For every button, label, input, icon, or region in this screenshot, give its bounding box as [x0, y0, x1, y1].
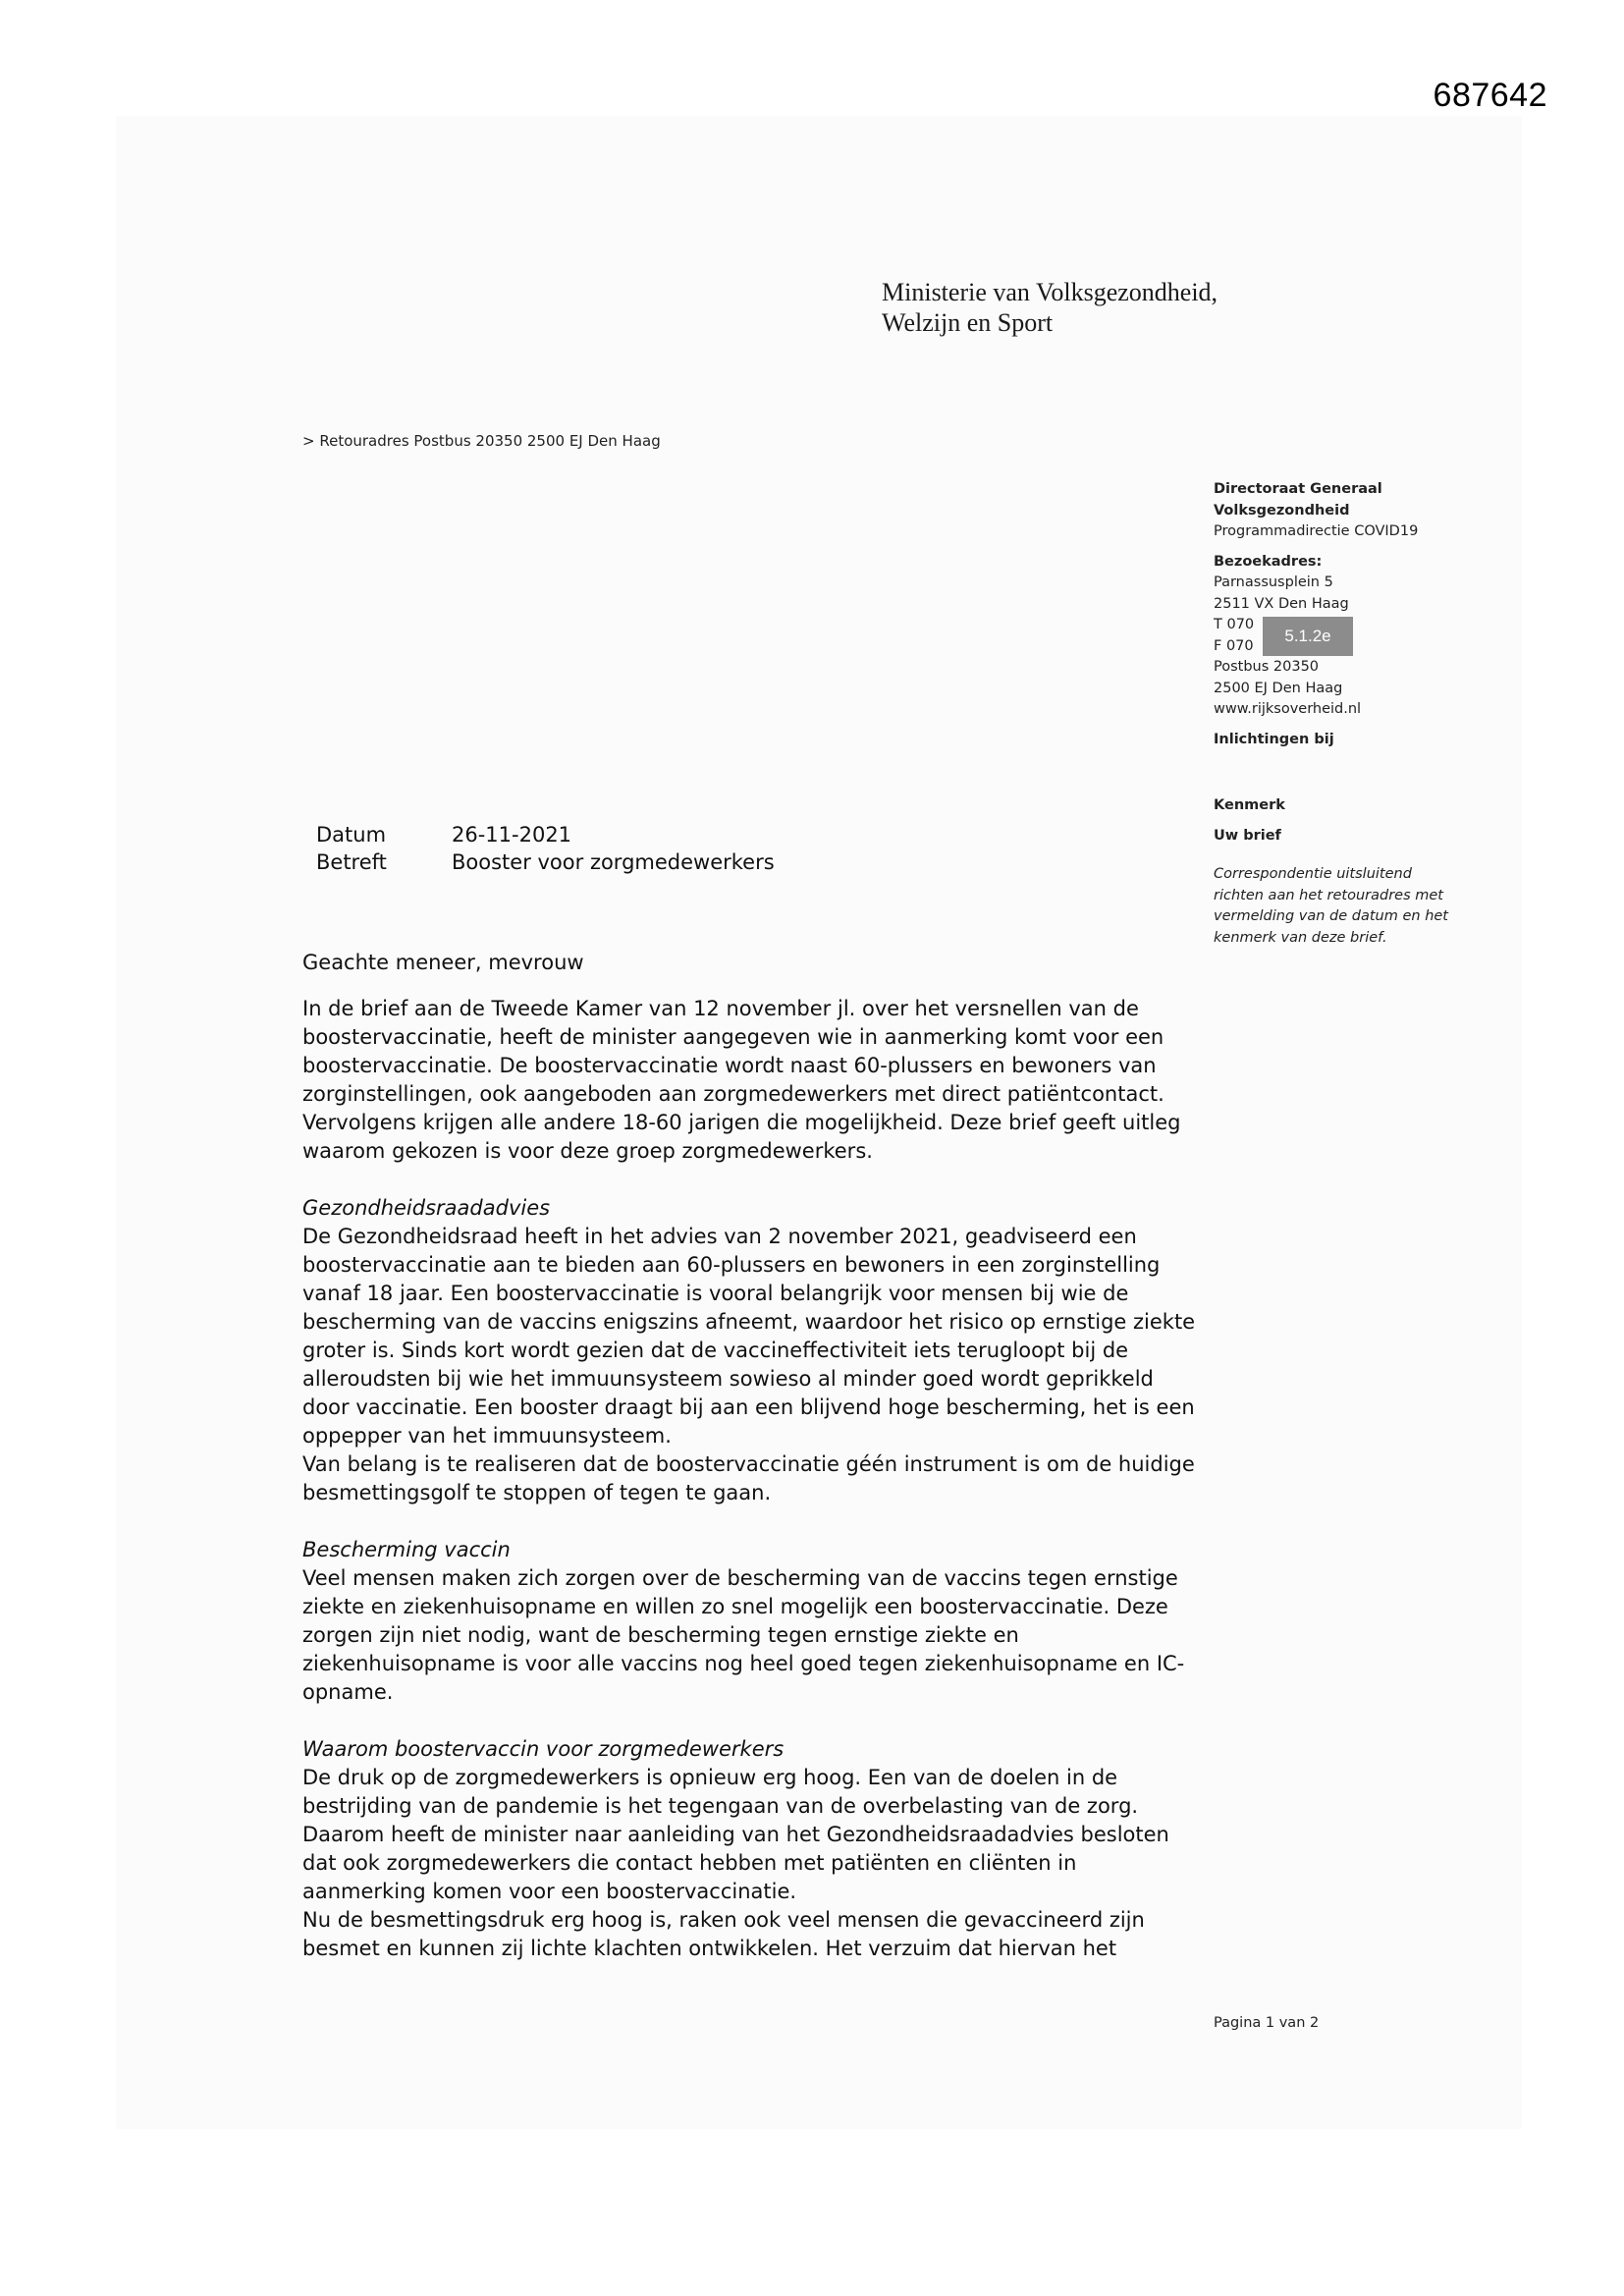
section-paragraph: Nu de besmettingsdruk erg hoog is, raken ook veel mensen die gevaccineerd zijn besmet en kunnen zij lichte klachten ontwikkelen. Het verzuim dat hiervan het	[302, 1908, 1145, 1960]
section-heading-gezondheidsraadadvies: Gezondheidsraadadvies	[302, 1196, 551, 1220]
return-address: > Retouradres Postbus 20350 2500 EJ Den Haag	[302, 432, 661, 450]
correspondence-note: Correspondentie uitsluitend richten aan het retouradres met vermelding van de datum en het kenmerk van deze brief.	[1214, 866, 1448, 946]
page-number: Pagina 1 van 2	[1214, 2015, 1320, 2031]
phone-number: T 070	[1214, 617, 1255, 632]
date-value: 26-11-2021	[452, 823, 572, 847]
postbus: Postbus 20350	[1214, 659, 1320, 675]
section-paragraph: Veel mensen maken zich zorgen over de bescherming van de vaccins tegen ernstige ziekte en ziekenhuisopname en willen zo snel mogelijk een boostervaccinatie. Deze zorgen zijn niet nodig, want de bescherming tegen ernstige ziekte en ziekenhuisopname is voor alle vaccins nog heel goed tegen ziekenhuisopname en IC-opname.	[302, 1566, 1185, 1704]
org-department: Programmadirectie COVID19	[1214, 523, 1419, 539]
salutation: Geachte meneer, mevrouw	[302, 951, 584, 974]
redaction-box: 5.1.2e	[1263, 617, 1353, 656]
date-row	[316, 821, 775, 848]
ministry-logo-text	[882, 277, 1218, 338]
ministry-name-line-1: Ministerie van Volksgezondheid,	[882, 278, 1218, 306]
visit-city: 2511 VX Den Haag	[1214, 595, 1349, 612]
website: www.rijksoverheid.nl	[1214, 701, 1362, 717]
info-label: Inlichtingen bij	[1214, 731, 1334, 747]
ministry-name-line-2: Welzijn en Sport	[882, 308, 1054, 337]
document-id: 687642	[1433, 77, 1547, 114]
letter-body	[302, 949, 1206, 1963]
intro-paragraph: In de brief aan de Tweede Kamer van 12 november jl. over het versnellen van de boostervaccinatie, heeft de minister aangegeven wie in aanmerking komt voor een boostervaccinatie. De boostervaccinatie wordt naast 60-plussers en bewoners van zorginstellingen, ook aangeboden aan zorgmedewerkers met direct patiëntcontact. Vervolgens krijgen alle andere 18-60 jarigen die mogelijkheid. Deze brief geeft uitleg waarom gekozen is voor deze groep zorgmedewerkers.	[302, 997, 1181, 1163]
org-name-line-2: Volksgezondheid	[1214, 502, 1350, 519]
org-name-line-1: Directoraat Generaal	[1214, 481, 1382, 497]
section-heading-waarom-boostervaccin: Waarom boostervaccin voor zorgmedewerkers	[302, 1737, 785, 1761]
date-label: Datum	[316, 823, 387, 847]
section-heading-bescherming-vaccin: Bescherming vaccin	[302, 1538, 511, 1561]
sender-sidebar	[1214, 479, 1508, 949]
letter-meta	[316, 821, 775, 876]
uw-brief-label: Uw brief	[1214, 827, 1281, 844]
kenmerk-label: Kenmerk	[1214, 797, 1285, 813]
visit-address-label: Bezoekadres:	[1214, 553, 1323, 570]
section-paragraph: De Gezondheidsraad heeft in het advies van 2 november 2021, geadviseerd een boostervaccinatie aan te bieden aan 60-plussers en bewoners in een zorginstelling vanaf 18 jaar. Een boostervaccinatie is vooral belangrijk voor mensen bij wie de bescherming van de vaccins enigszins afneemt, waardoor het risico op ernstige ziekte groter is. Sinds kort wordt gezien dat de vaccineffectiviteit iets terugloopt bij de alleroudsten bij wie het immuunsysteem sowieso al minder goed wordt geprikkeld door vaccinatie. Een booster draagt bij aan een blijvend hoge bescherming, het is een oppepper van het immuunsysteem.	[302, 1225, 1196, 1448]
section-paragraph: De druk op de zorgmedewerkers is opnieuw erg hoog. Een van de doelen in de bestrijding van de pandemie is het tegengaan van de overbelasting van de zorg. Daarom heeft de minister naar aanleiding van het Gezondheidsraadadvies besloten dat ook zorgmedewerkers die contact hebben met patiënten en cliënten in aanmerking komen voor een boostervaccinatie.	[302, 1766, 1169, 1903]
fax-number: F 070	[1214, 637, 1254, 654]
postbus-city: 2500 EJ Den Haag	[1214, 680, 1343, 696]
subject-value: Booster voor zorgmedewerkers	[452, 850, 775, 874]
section-paragraph: Van belang is te realiseren dat de boostervaccinatie géén instrument is om de huidige besmettingsgolf te stoppen of tegen te gaan.	[302, 1452, 1195, 1504]
phone-fax-block	[1214, 615, 1508, 657]
subject-label: Betreft	[316, 850, 387, 874]
visit-street: Parnassusplein 5	[1214, 574, 1333, 590]
subject-row	[316, 848, 775, 876]
